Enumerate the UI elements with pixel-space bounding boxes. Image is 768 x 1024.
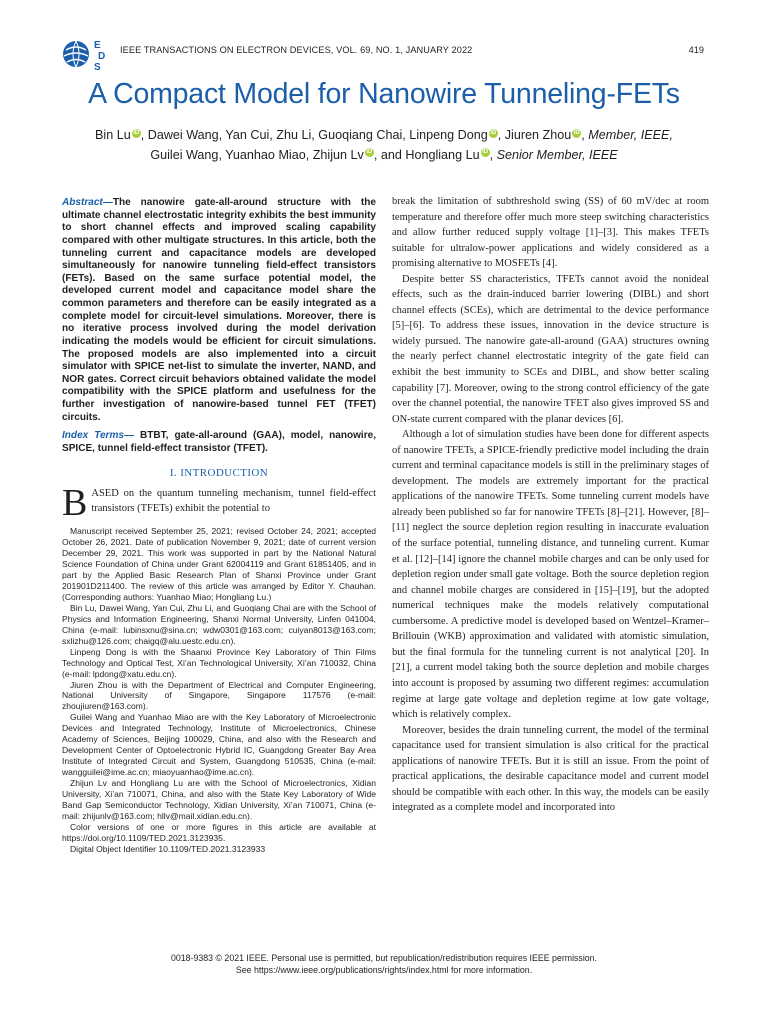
drop-cap: B: [62, 481, 88, 524]
journal-line: IEEE TRANSACTIONS ON ELECTRON DEVICES, VOL. 69, NO. 1, JANUARY 2022: [120, 45, 473, 55]
body-paragraph: Moreover, besides the drain tunneling current, the model of the terminal capacitance used for transient simulation is also critical for the practical applications of nanowire TFETs. But it is still an issue. From the point of practical applications, the desirable capacitance model and current model should be compatible with each other. In this way, the models can be easily integrated as a complete model and incorporated into: [392, 724, 709, 814]
index-terms: [62, 430, 376, 455]
footnote: Guilei Wang and Yuanhao Miao are with the Key Laboratory of Microelectronic Devices and Integrated Technology, Institute of Microelectronics, Chinese Academy of Sciences, Beijing 100029, China, and also with the Research and Development Center of Optoelectronic Hybrid IC, Guangdong Greater Bay Area Institute of Integrated Circuit and System, Guangdong 510535, China (e-mail: wangguilei@ime.ac.cn; miaoyuanhao@ime.ac.cn).: [62, 712, 376, 778]
author-names: , and Hongliang Lu: [373, 147, 480, 162]
svg-text:S: S: [94, 62, 101, 72]
orcid-icon[interactable]: iD: [482, 149, 489, 156]
left-column: [62, 197, 376, 855]
index-terms-label: Index Terms—: [62, 430, 135, 442]
footnote: Linpeng Dong is with the Shaanxi Province Key Laboratory of Thin Films Technology and Optical Test, Xi’an Technological University, Xi’an 710032, China (e-mail: lpdong@xatu.edu.cn).: [62, 646, 376, 679]
footnote: Digital Object Identifier 10.1109/TED.2021.3123933: [70, 843, 266, 854]
member-designation: Member, IEEE,: [588, 128, 673, 142]
author-names: Guilei Wang, Yuanhao Miao, Zhijun Lv: [150, 147, 364, 162]
footnote: Color versions of one or more figures in this article are available at https://doi.org/10.1109/TED.2021.3123935.: [62, 821, 376, 843]
right-column: [392, 194, 709, 816]
author-names: Bin Lu: [95, 128, 131, 142]
body-paragraph: Despite better SS characteristics, TFETs cannot avoid the nonideal effects, such as the drain-induced barrier lowering (DIBL) and short channel effects (SCEs), which are detrimental to the device performance [5]–[6]. To address these issues, innovation in the device structure is widely pursued. The nanowire gate-all-around (GAA) structures owning the nearly perfect channel electrostatic integrity of the gate field can exhibit the best immunity to SCEs and DIBL, and show better scaling capability [7]. Moreover, owing to the strong control efficiency of the gate over the channel potential, the nanowire TFET also gives improved SS and ON-state current compared with the planar devices [6].: [392, 273, 709, 425]
body-paragraph: break the limitation of subthreshold swing (SS) of 60 mV/dec at room temperature and therefore offer much more steep switching characteristics and allow further reduced supply voltage [1]–[3]. This makes TFETs suitable for ultralow-power applications and widely considered as a promising alternative to MOSFETs [4].: [392, 196, 709, 270]
member-designation: Senior Member, IEEE: [496, 147, 618, 162]
abstract-text: The nanowire gate-all-around structure with the ultimate channel electrostatic integrity exhibits the best immunity to short channel effects and improved scaling capability compared with other multigate structures. In this article, both the tunneling current and capacitance models are developed simultaneously for nanowire tunneling field-effect transistors (FETs). Based on the same surface potential model, the developed current model and capacitance model share the common parameters and therefore can be easily integrated as a complete model for circuit-level simulations. Moreover, there is no iterative process involved during the model derivation indicating the models would be efficient for circuit simulations. The proposed models are also implemented into a circuit simulator with SPICE net-list to simulate the inverter, NAND, and NOR gates. Correct circuit behaviors obtained validate the model compatibility with the SPICE platform and usefulness for the further investigation of nanowire-based tunnel FET (TFET) circuits.: [62, 197, 376, 423]
orcid-icon[interactable]: iD: [133, 129, 140, 136]
author-list: [60, 126, 708, 165]
index-terms-text: BTBT, gate-all-around (GAA), model, nanowire, SPICE, tunnel field-effect transistor (TFET).: [62, 430, 376, 454]
footnote: Bin Lu, Dawei Wang, Yan Cui, Zhu Li, and Guoqiang Chai are with the School of Physics and Information Engineering, Shanxi Normal University, Linfen 041004, China (e-mail: lubinsxnu@sina.cn; wdw0301@163.com; cuiyan8013@163.com; sxlizhu@126.com; chaigq@alu.uestc.edu.cn).: [62, 602, 376, 646]
copyright-line: 0018-9383 © 2021 IEEE. Personal use is permitted, but republication/redistribution requires IEEE permission.: [170, 953, 598, 963]
abstract-label: Abstract—: [62, 197, 113, 208]
page-header: [58, 36, 704, 72]
footnote: Jiuren Zhou is with the Department of Electrical and Computer Engineering, National University of Singapore, Singapore 117576 (e-mail: zhoujiuren@163.com).: [62, 679, 376, 712]
abstract: [62, 197, 376, 424]
orcid-icon[interactable]: iD: [573, 129, 580, 136]
svg-text:D: D: [98, 51, 106, 62]
footnote: Zhijun Lv and Hongliang Lu are with the School of Microelectronics, Xidian University, Xi’an 710071, China, and also with the State Key Laboratory of Wide Band Gap Semiconductor Technology, Xidian University, Xi’an 710071, China (e-mail: zhijunlv@163.com; hllv@mail.xidian.edu.cn).: [62, 778, 376, 821]
rights-link-line[interactable]: See https://www.ieee.org/publications/rights/index.html for more information.: [235, 964, 533, 975]
orcid-icon[interactable]: iD: [490, 129, 497, 136]
svg-text:E: E: [94, 40, 101, 51]
author-separator: ,: [489, 147, 497, 162]
paper-title: A Compact Model for Nanowire Tunneling-FETs: [88, 78, 680, 110]
intro-paragraph: [62, 481, 376, 524]
page-number: 419: [688, 45, 704, 55]
footnotes: [62, 526, 376, 855]
intro-text: ASED on the quantum tunneling mechanism, tunnel field-effect transistors (TFETs) exhibit the potential to: [91, 487, 376, 515]
author-names: , Jiuren Zhou: [497, 128, 572, 142]
author-names: , Dawei Wang, Yan Cui, Zhu Li, Guoqiang Chai, Linpeng Dong: [140, 128, 488, 142]
eds-logo-icon: [58, 36, 114, 72]
body-paragraph: Although a lot of simulation studies have been done for different aspects of nanowire TFETs, a SPICE-friendly predictive model including the drain current and terminal capacitance models is still in the preliminary stages of development. The models are extremely important for the practical applications of the nanowire TFETs. Some tunneling current models have already been published so far for nanowire TFETs [8]–[21]. However, [8]–[11] neglect the source depletion region resulting in inaccurate evaluation of the surface potential, tunneling distance, and tunneling current. Kumar et al. [12]–[14] ignore the channel mobile charges and can be only used for depletion region under small gate voltage. Both the source depletion region and channel mobile charges are considered in [15]–[19], but the adopted numerical techniques make the models relatively computational cumbersome. A predictive model is developed based on Wentzel–Kramer–Brillouin (WKB) approximation and validated with atomistic simulation, but the final formula for the tunneling current is not analytical [20]. In [21], a current model taking both the source depletion and mobile charges into account is proposed by assuming two different regimes: accumulation regime at large gate voltage and depletion regime at low gate voltage, which is relatively complex.: [392, 429, 709, 721]
footnote: Manuscript received September 25, 2021; revised October 24, 2021; accepted October 26, 2021. Date of publication November 9, 2021; date of current version December 29, 2021. This work was supported in part by the National Natural Science Foundation of China under Grant 62004119 and Grant 61851405, and in part by the Applied Basic Research Plan of Shanxi Province under Grant 201901D211400. The review of this article was arranged by Editor Y. Chauhan. (Corresponding authors: Yuanhao Miao; Hongliang Lu.): [62, 526, 376, 602]
section-heading: I. INTRODUCTION: [169, 467, 269, 480]
author-separator: ,: [581, 128, 589, 142]
orcid-icon[interactable]: iD: [366, 149, 373, 156]
copyright-footer: [0, 953, 768, 976]
